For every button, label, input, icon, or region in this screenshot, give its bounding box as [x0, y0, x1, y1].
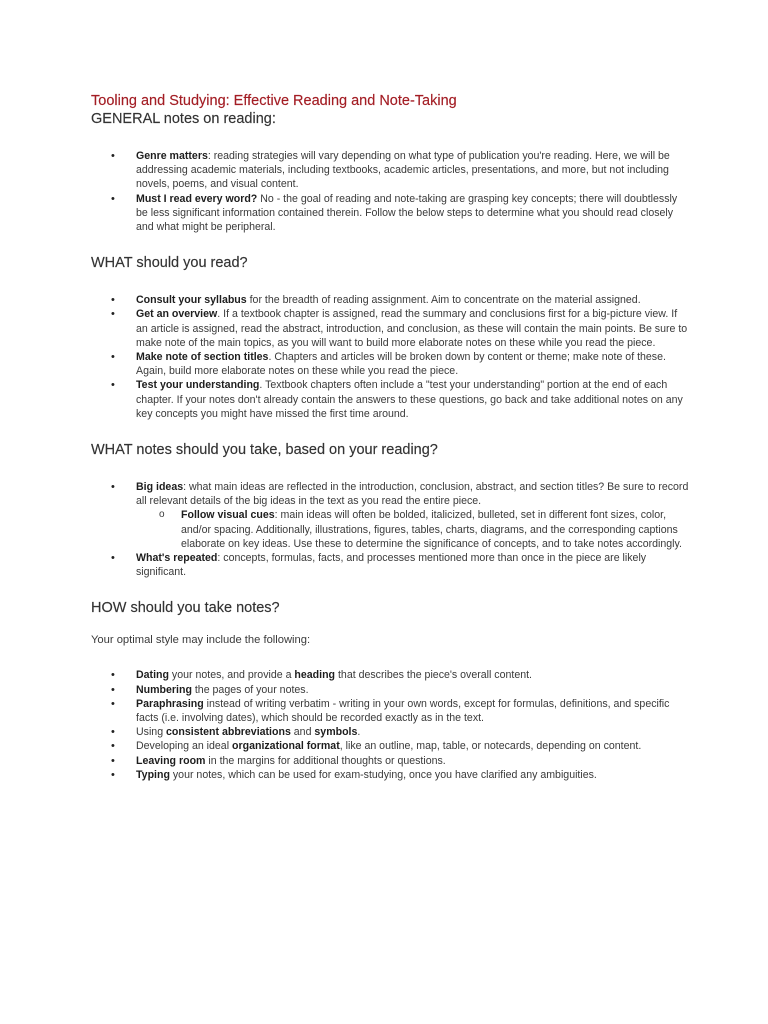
bullet-icon: • [111, 697, 115, 710]
how-notes-list [91, 668, 691, 782]
what-notes-list [91, 480, 691, 579]
bullet-icon: • [111, 552, 115, 565]
how-notes-heading: HOW should you take notes? [91, 600, 280, 617]
general-heading-rest: notes on reading: [159, 111, 276, 127]
list-item: • Leaving room in the margins for additional thoughts or questions. [111, 754, 446, 767]
list-item: • Must I read every word? No - the goal of reading and note-taking are grasping key concepts; there will doubtlessly be less significant information contained therein. Follow the below steps to determine what you should read closely and what might be peripheral. [111, 192, 678, 234]
list-item: • Numbering the pages of your notes. [111, 683, 309, 696]
bullet-icon: • [111, 150, 115, 162]
what-read-heading: WHAT should you read? [91, 255, 248, 272]
bullet-icon: • [111, 351, 115, 364]
circle-bullet-icon: o [159, 509, 165, 521]
document-title: Tooling and Studying: Effective Reading and Note-Taking [91, 93, 457, 109]
list-item: • Using consistent abbreviations and symbols. [111, 726, 361, 739]
list-item: • Consult your syllabus for the breadth of reading assignment. Aim to concentrate on the material assigned. [111, 294, 641, 307]
bullet-icon: • [111, 308, 115, 321]
how-notes-intro: Your optimal style may include the following: [91, 634, 311, 647]
bullet-icon: • [111, 669, 115, 682]
bullet-icon: • [111, 726, 115, 739]
bullet-icon: • [111, 768, 115, 781]
bullet-icon: • [111, 740, 115, 753]
list-item: • Developing an ideal organizational format, like an outline, map, table, or notecards, depending on content. [111, 740, 642, 753]
bullet-icon: • [111, 379, 115, 392]
bullet-icon: • [111, 294, 115, 307]
list-item: • Genre matters: reading strategies will vary depending on what type of publication you're reading. Here, we will be addressing academic materials, including textbooks, academic articles, presentations, and more, but not including novels, poems, and visual content. [111, 150, 670, 191]
sub-list [136, 508, 691, 551]
list-item: • Dating your notes, and provide a heading that describes the piece's overall content. [111, 669, 532, 682]
bullet-icon: • [111, 754, 115, 767]
list-item: • Get an overview. If a textbook chapter is assigned, read the summary and conclusions first for a big-picture view. If an article is assigned, read the abstract, introduction, and conclusion, as these will contain the main points. Be sure to make note of the main topics, as you will want to build more elaborate notes on these while you read the piece. [111, 308, 688, 349]
list-item: • Typing your notes, which can be used for exam-studying, once you have clarified any ambiguities. [111, 768, 597, 781]
list-item: • What's repeated: concepts, formulas, facts, and processes mentioned more than once in the piece are likely significant. [111, 552, 647, 579]
bullet-icon: • [111, 481, 115, 494]
list-item: • Big ideas: what main ideas are reflected in the introduction, conclusion, abstract, and section titles? Be sure to record all relevant details of the big ideas in the text as you read the entire piece. o Follow visual cues: main ideas will often be bolded, italicized, bulleted, set in different font sizes, color, and/or spacing. Additionally, illustrations, figures, tables, charts, diagrams, and the corresponding captions elaborate on key ideas. Use these to determine the significance of concepts, and to take notes accordingly. [91, 480, 691, 551]
bullet-icon: • [111, 683, 115, 696]
general-heading-bold: GENERAL [91, 111, 160, 127]
what-read-list [91, 293, 691, 421]
what-notes-heading: WHAT notes should you take, based on your reading? [91, 442, 438, 459]
list-item: • Make note of section titles. Chapters and articles will be broken down by content or theme; make note of these. Again, build more elaborate notes on these while you read the piece. [111, 351, 666, 378]
bullet-icon: • [111, 192, 115, 205]
general-heading [91, 110, 691, 128]
sub-list-item: o Follow visual cues: main ideas will often be bolded, italicized, bulleted, set in different font sizes, color, and/or spacing. Additionally, illustrations, figures, tables, charts, diagrams, and the corresponding captions elaborate on key ideas. Use these to determine the significance of concepts, and to take notes accordingly. [159, 509, 682, 550]
list-item: • Paraphrasing instead of writing verbatim - writing in your own words, except for formulas, definitions, and specific facts (i.e. involving dates), which should be recorded exactly as in the text. [111, 697, 670, 725]
list-item: • Test your understanding. Textbook chapters often include a "test your understanding" portion at the end of each chapter. If your notes don't already contain the answers to these questions, go back and take additional notes on any key concepts you might have missed the first time around. [111, 379, 683, 420]
document-page [91, 92, 691, 782]
general-list [91, 149, 691, 234]
